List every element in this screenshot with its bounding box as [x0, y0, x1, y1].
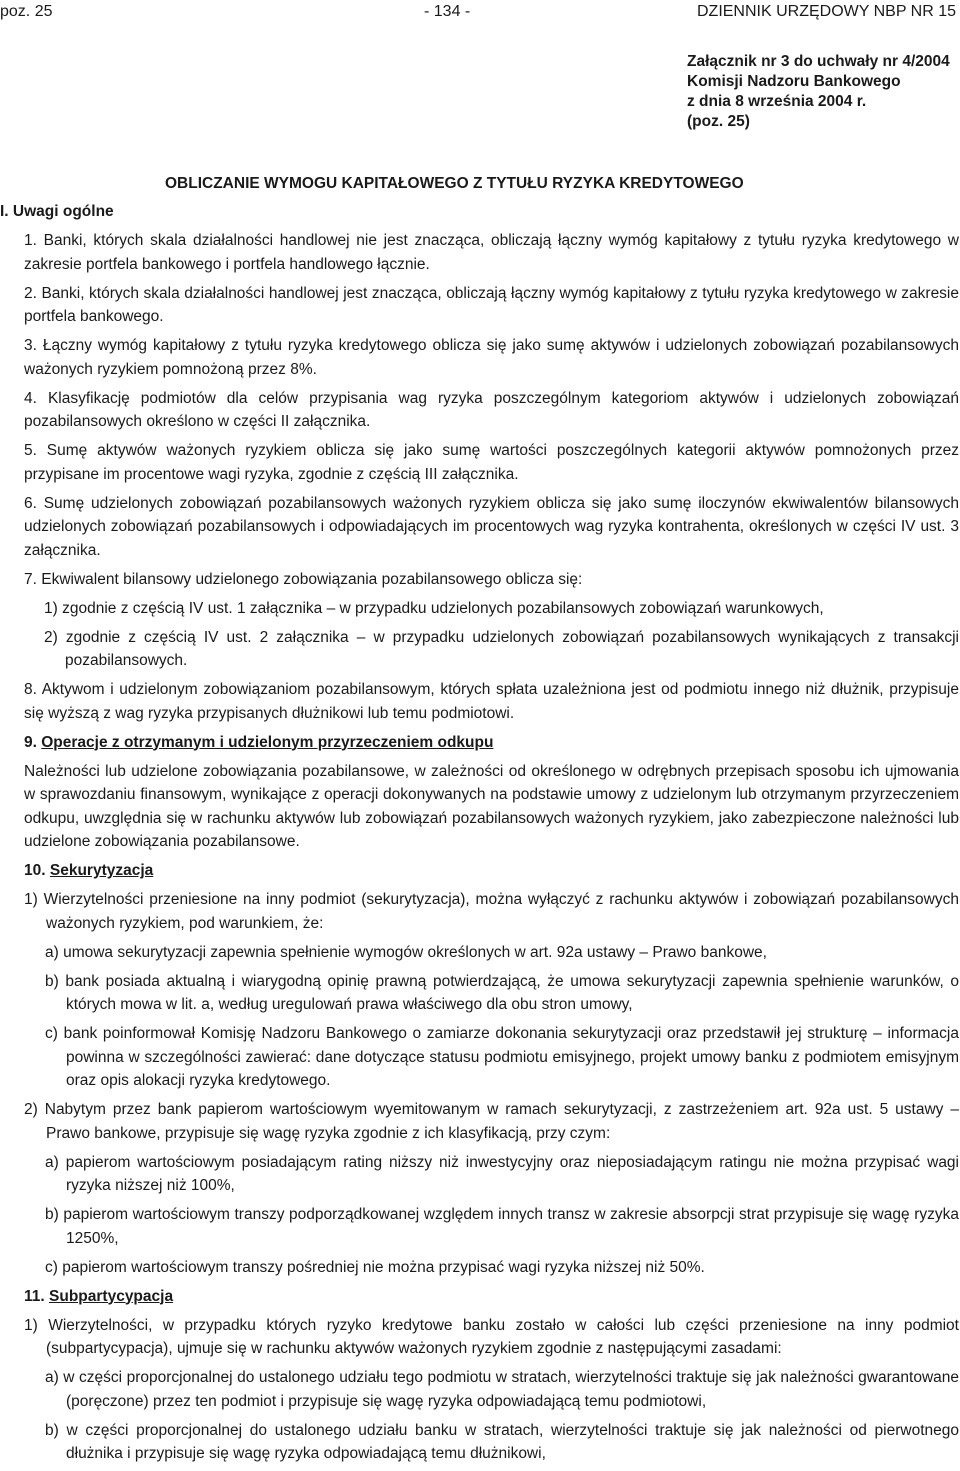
paragraph-8: 8. Aktywom i udzielonym zobowiązaniom pozabilansowym, których spłata uzależniona jest od podmiotu innego niż dłużnik, przypisuje się wyższą z wag ryzyka przypisanych dłużnikowi lub temu podmiotowi. [24, 681, 959, 722]
paragraph-10-1: 1) Wierzytelności przeniesione na inny podmiot (sekurytyzacja), można wyłączyć z rachunku aktywów i zobowiązań pozabilansowych ważonych ryzykiem, pod warunkiem, że: [24, 891, 959, 932]
section-10-number: 10. [24, 862, 46, 879]
paragraph-10-2: 2) Nabytym przez bank papierom wartościowym wyemitowanym w ramach sekurytyzacji, z zastrzeżeniem art. 92a ust. 5 ustawy – Prawo bankowe, przypisuje się wagę ryzyka zgodnie z ich klasyfikacją, przy czym: [24, 1101, 959, 1142]
page-header [0, 0, 960, 24]
section-11-title: Subpartycypacja [49, 1287, 174, 1305]
annex-line-2: Komisji Nadzoru Bankowego [687, 73, 901, 90]
paragraph-3: 3. Łączny wymóg kapitałowy z tytułu ryzyka kredytowego oblicza się jako sumę aktywów i udzielonych zobowiązań pozabilansowych ważonych ryzykiem pomnożoną przez 8%. [24, 337, 959, 378]
annex-line-1: Załącznik nr 3 do uchwały nr 4/2004 [687, 53, 950, 70]
annex-line-4: (poz. 25) [687, 113, 750, 130]
paragraph-7: 7. Ekwiwalent bilansowy udzielonego zobowiązania pozabilansowego oblicza się: [24, 570, 583, 588]
document-title: OBLICZANIE WYMOGU KAPITAŁOWEGO Z TYTUŁU RYZYKA KREDYTOWEGO [165, 175, 744, 192]
paragraph-10-1-c: c) bank poinformował Komisję Nadzoru Bankowego o zamiarze dokonania sekurytyzacji oraz przedstawił jej strukturę – informacja powinna w szczególności zawierać: dane dotyczące statusu podmiotu emisyjnego, projekt umowy banku z podmiotem emisyjnym oraz opis alokacji ryzyka kredytowego. [45, 1025, 959, 1089]
paragraph-1: 1. Banki, których skala działalności handlowej nie jest znacząca, obliczają łączny wymóg kapitałowy z tytułu ryzyka kredytowego w zakresie portfela bankowego i portfela handlowego łącznie. [24, 232, 959, 273]
document-body [24, 229, 959, 1471]
paragraph-11-1-a: a) w części proporcjonalnej do ustalonego udziału tego podmiotu w stratach, wierzytelności traktuje się jak należności gwarantowane (poręczone) przez ten podmiot i przypisuje się wagę ryzyka odpowiadającą temu podmiotowi, [45, 1369, 959, 1410]
section-10-heading [24, 859, 959, 883]
section-heading-general: I. Uwagi ogólne [0, 203, 114, 220]
paragraph-10-1-a: a) umowa sekurytyzacji zapewnia spełnienie wymogów określonych w art. 92a ustawy – Prawo bankowe, [45, 943, 767, 961]
section-9-heading [24, 731, 959, 755]
header-position: poz. 25 [0, 3, 53, 20]
section-11-number: 11. [24, 1287, 45, 1305]
paragraph-10-2-b: b) papierom wartościowym transzy podporządkowanej względem innych transz w zakresie absorpcji strat przypisuje się wagę ryzyka 1250%, [45, 1206, 959, 1247]
paragraph-7-item-2: 2) zgodnie z częścią IV ust. 2 załącznika – w przypadku udzielonych zobowiązań pozabilansowych wynikających z transakcji pozabilansowych. [44, 628, 959, 669]
paragraph-10-1-b: b) bank posiada aktualną i wiarygodną opinię prawną potwierdzającą, że umowa sekurytyzacji zapewnia spełnienie warunków, o których mowa w lit. a, według uregulowań prawa właściwego dla obu stron umowy, [45, 972, 959, 1013]
section-11-heading [24, 1285, 959, 1309]
section-9-title: Operacje z otrzymanym i udzielonym przyrzeczeniem odkupu [41, 733, 494, 751]
annex-line-3: z dnia 8 września 2004 r. [687, 93, 867, 110]
paragraph-5: 5. Sumę aktywów ważonych ryzykiem oblicza się jako sumę wartości poszczególnych kategorii aktywów pomnożonych przez przypisane im procentowe wagi ryzyka, zgodnie z częścią III załącznika. [24, 442, 959, 483]
paragraph-2: 2. Banki, których skala działalności handlowej jest znacząca, obliczają łączny wymóg kapitałowy z tytułu ryzyka kredytowego w zakresie portfela bankowego. [24, 284, 959, 325]
paragraph-10-2-c: c) papierom wartościowym transzy pośredniej nie można przypisać wagi ryzyka niższej niż 50%. [45, 1258, 705, 1276]
paragraph-4: 4. Klasyfikację podmiotów dla celów przypisania wag ryzyka poszczególnym kategoriom aktywów i udzielonych zobowiązań pozabilansowych określono w części II załącznika. [24, 389, 959, 430]
annex-heading [687, 52, 957, 132]
paragraph-6: 6. Sumę udzielonych zobowiązań pozabilansowych ważonych ryzykiem oblicza się jako sumę iloczynów ekwiwalentów bilansowych udzielonych zobowiązań pozabilansowych i odpowiadających im procentowych wag ryzyka kontrahenta, określonych w części IV ust. 3 załącznika. [24, 494, 959, 559]
paragraph-7-item-1: 1) zgodnie z częścią IV ust. 1 załącznika – w przypadku udzielonych pozabilansowych zobowiązań warunkowych, [44, 599, 824, 617]
header-page-number: - 134 - [424, 3, 471, 20]
paragraph-10-2-a: a) papierom wartościowym posiadającym rating niższy niż inwestycyjny oraz nieposiadającym ratingu nie można przypisać wagi ryzyka niższej niż 100%, [45, 1153, 959, 1194]
paragraph-11-1-b: b) w części proporcjonalnej do ustalonego udziału banku w stratach, wierzytelności traktuje się jak należności od pierwotnego dłużnika i przypisuje się wagę ryzyka odpowiadającą temu dłużnikowi, [45, 1421, 959, 1462]
section-9-number: 9. [24, 733, 37, 751]
paragraph-11-1: 1) Wierzytelności, w przypadku których ryzyko kredytowe banku zostało w całości lub części przeniesione na inny podmiot (subpartycypacja), ujmuje się w rachunku aktywów ważonych ryzykiem zgodnie z następującymi zasadami: [24, 1316, 959, 1357]
section-10-title: Sekurytyzacja [49, 862, 154, 879]
paragraph-9: Należności lub udzielone zobowiązania pozabilansowe, w zależności od określonego w odrębnych przepisach sposobu ich ujmowania w sprawozdaniu finansowym, wynikające z operacji dokonywanych na podstawie umowy z udzielonym lub otrzymanym przyrzeczeniem odkupu, uwzględnia się w rachunku aktywów lub zobowiązań pozabilansowych ważonych ryzykiem, jako zabezpieczone należności lub udzielone zobowiązania pozabilansowe. [24, 762, 959, 850]
header-journal-title: DZIENNIK URZĘDOWY NBP NR 15 [696, 3, 956, 20]
